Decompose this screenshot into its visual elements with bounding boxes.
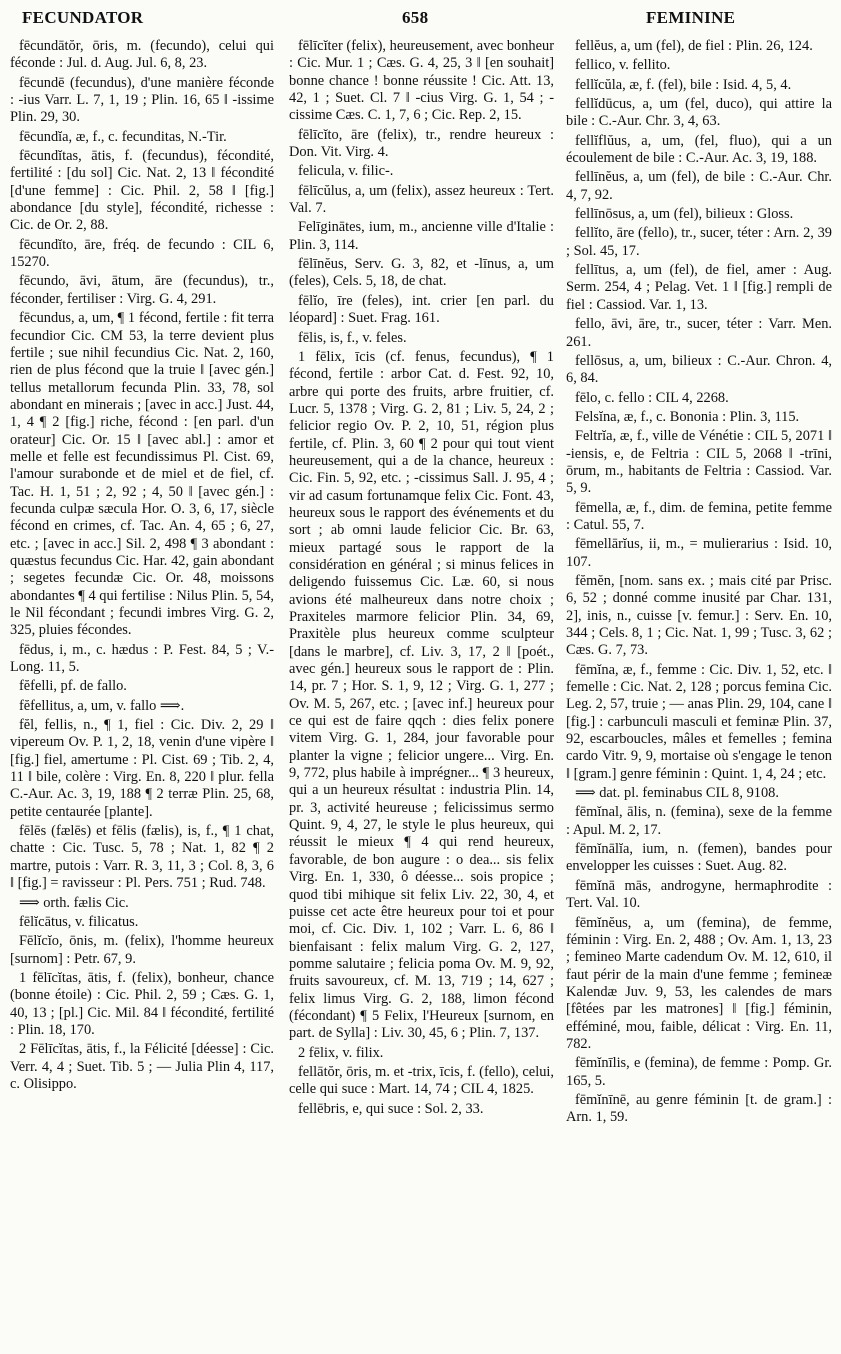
dictionary-entry: fēmĭna, æ, f., femme : Cic. Div. 1, 52, etc. ‖ femelle : Cic. Nat. 2, 128 ; porcus femina Cic. Leg. 2, 57, truie ; — anas Plin. 29, 104, cane ‖ [fig.] : carbunculi masculi et feminæ Plin. 37, 92, escarboucles, mâles et femelles ; femina cardo Vitr. 9, 9, mortaise où s'engage le tenon ‖ [gram.] genre féminin : Quint. 1, 4, 24 ; etc. bbox=[566, 661, 832, 782]
dictionary-entry: fēlēs (fælēs) et fēlis (fælis), is, f., ¶ 1 chat, chatte : Cic. Tusc. 5, 78 ; Nat. 1, 82 ¶ 2 martre, putois : Varr. R. 3, 11, 3 ; Col. 8, 3, 6 ‖ [fig.] = ravisseur : Pl. Pers. 751 ; Rud. 748. bbox=[10, 823, 274, 892]
dictionary-entry: 1 fēlix, īcis (cf. fenus, fecundus), ¶ 1 fécond, fertile : arbor Cat. d. Fest. 92, 10, arbre qui porte des fruits, arbre fruitier, cf. Lucr. 5, 1378 ; Virg. G. 2, 81 ; Liv. 5, 24, 2 ; felicior regio Ov. P. 2, 10, 51, région plus fertile, cf. Plin. 3, 60 ¶ 2 pour qui tout vient heureusement, qui a de la chance, heureux : Cic. Fin. 5, 92, etc. ; -cissimus Sall. J. 95, 4 ; vir ad casum fortunamque felix Cic. Font. 43, heureux sous le rapport des événements et du sort ; ab omni laude felicior Cic. Br. 63, mieux partagé sous le rapport de la considération en général ; si minus felices in deligendo fuissemus Cic. Læ. 60, si nous avions été malheureux dans notre choix ; Praxiteles marmore felicior Plin. 34, 69, Praxitèle plus heureux comme sculpteur [dans le marbre], cf. Liv. 3, 17, 2 ‖ [poét., avec gén.] heureux sous le rapport de : Plin. 14, pr. 7 ; Hor. S. 1, 9, 12 ; Virg. G. 1, 277 ; Ov. M. 5, 267, etc. ; [avec inf.] heureux pour ce qui est de faire qqch : dies felix ponere vitem Virg. G. 1, 284, jour favorable pour planter la vigne ; felicior ungere... Virg. En. 9, 772, plus habile à imprégner... ¶ 3 heureux, qui a un heureux résultat : industria Plin. 14, pr. 3, activité heureuse ; felicissimus sermo Quint. 9, 4, 27, le style le plus heureux, qui réussit le mieux ¶ 4 qui rend heureux, favorable, de bon augure : o dea... sis felix Virg. En. 1, 330, ô déesse... sois propice ; quod tibi mihique sit felix Liv. 22, 30, 4, et puisse cet acte être heureux pour toi et pour moi, cf. Cic. Div. 1, 102 ; Varr. L. 6, 86 ‖ bienfaisant : felix malum Virg. G. 2, 127, pomme salutaire ; felicia poma Ov. M. 9, 92, fruits savoureux, cf. M. 13, 719 ; 14, 627 ; felix limus Virg. G. 2, 188, limon fécond (fécondant) ¶ 5 Felix, l'Heureux [surnom, en part. de Sylla] : Liv. 30, 45, 6 ; Plin. 7, 137. bbox=[289, 348, 554, 1042]
dictionary-entry: fēmellārĭus, ii, m., = mulierarius : Isid. 10, 107. bbox=[566, 536, 832, 570]
dictionary-entry: fellīnĕus, a, um (fel), de bile : C.-Aur. Chr. 4, 7, 92. bbox=[566, 169, 832, 203]
dictionary-entry: fello, āvi, āre, tr., sucer, téter : Varr. Men. 261. bbox=[566, 316, 832, 350]
dictionary-entry: fellīnōsus, a, um (fel), bilieux : Gloss. bbox=[575, 206, 794, 223]
dictionary-entry: fēmĭnīlis, e (femina), de femme : Pomp. Gr. 165, 5. bbox=[566, 1055, 832, 1089]
dictionary-entry: fellĭdūcus, a, um (fel, duco), qui attire la bile : C.-Aur. Chr. 3, 4, 63. bbox=[566, 96, 832, 130]
dictionary-entry: fēmĭnīnē, au genre féminin [t. de gram.] : Arn. 1, 59. bbox=[566, 1091, 832, 1126]
dictionary-entry: fēcundo, āvi, ātum, āre (fecundus), tr., féconder, fertiliser : Virg. G. 4, 291. bbox=[10, 273, 274, 307]
dictionary-entry: fēlīcĭto, āre (felix), tr., rendre heureux : Don. Vit. Virg. 4. bbox=[289, 126, 554, 161]
dictionary-entry: fēcundĭa, æ, f., c. fecunditas, N.-Tir. bbox=[19, 128, 227, 145]
page-header bbox=[0, 4, 841, 34]
dictionary-entry: felicula, v. filic-. bbox=[298, 163, 394, 180]
dictionary-entry: fellātŏr, ōris, m. et -trix, īcis, f. (fello), celui, celle qui suce : Mart. 14, 74 ; CIL 4, 1825. bbox=[289, 1063, 554, 1098]
dictionary-entry: 1 fēlīcĭtas, ātis, f. (felix), bonheur, chance (bonne étoile) : Cic. Phil. 2, 59 ; Cæs. G. 1, 40, 13 ; [pl.] Cic. Mil. 84 ‖ fécondité, fertilité : Plin. 18, 170. bbox=[10, 969, 274, 1038]
dictionary-entry: Felīginātes, ium, m., ancienne ville d'Italie : Plin. 3, 114. bbox=[289, 219, 554, 253]
dictionary-entry: Felsĭna, æ, f., c. Bononia : Plin. 3, 115. bbox=[575, 408, 800, 425]
dictionary-entry: fēlīnĕus, Serv. G. 3, 82, et -līnus, a, um (feles), Cels. 5, 18, de chat. bbox=[289, 256, 554, 290]
dictionary-entry: fēcundātŏr, ōris, m. (fecundo), celui qui féconde : Jul. d. Aug. Jul. 6, 8, 23. bbox=[10, 38, 274, 72]
dictionary-entry: fellĭcŭla, æ, f. (fel), bile : Isid. 4, 5, 4. bbox=[575, 76, 792, 93]
dictionary-entry: fēcundus, a, um, ¶ 1 fécond, fertile : fit terra fecundior Cic. CM 53, la terre devient plus fertile ; sue nihil fecundius Cic. Nat. 2, 160, rien de plus fécond que la truie ‖ [avec gén.] tellus metallorum fecunda Plin. 33, 78, sol abondant en minerais ; [avec in acc.] Just. 44, 1, 4 ¶ 2 [fig.] riche, fécond : [en parl. d'un orateur] Cic. Or. 15 ‖ [avec abl.] : amor et melle et felle est fecundissimus Pl. Cist. 69, l'amour surabonde et de miel et de fiel, cf. Tac. H. 1, 51 ; 2, 92 ; 4, 50 ‖ [avec gén.] : fecunda culpæ sæcula Hor. O. 3, 6, 17, siècle fécond en crimes, cf. Tac. An. 4, 65 ; 6, 27, etc. ; [avec in acc.] Sil. 2, 498 ¶ 3 abondant : quæstus fecundus Cic. Har. 42, gain abondant ; segetes fecundæ Cic. Or. 48, moissons abondantes ¶ 4 qui fertilise : Nilus Plin. 5, 54, le Nil fécondant ; fecundi imbres Virg. G. 2, 325, pluies fécondes. bbox=[10, 310, 274, 639]
dictionary-entry: ⟹ dat. pl. feminabus CIL 8, 9108. bbox=[575, 785, 779, 802]
dictionary-entry: fēlĭo, īre (feles), int. crier [en parl. du léopard] : Suet. Frag. 161. bbox=[289, 292, 554, 327]
dictionary-entry: fĕfelli, pf. de fallo. bbox=[19, 678, 127, 695]
dictionary-entry: fellītus, a, um (fel), de fiel, amer : Aug. Serm. 254, 4 ; Pelag. Vet. 1 ‖ [fig.] rempli de fiel : Cassiod. Var. 1, 13. bbox=[566, 262, 832, 313]
dictionary-entry: fēmĭnal, ālis, n. (femina), sexe de la femme : Apul. M. 2, 17. bbox=[566, 804, 832, 838]
dictionary-entry: fĕmĕn, [nom. sans ex. ; mais cité par Prisc. 6, 52 ; donné comme inusité par Char. 131, 2], inis, n., cuisse [v. femur.] : Serv. En. 10, 344 ; Cels. 8, 1 ; Cic. Nat. 1, 99 ; Tusc. 3, 62 ; Cæs. G. 7, 73. bbox=[566, 572, 832, 659]
dictionary-entry: fĕfellitus, a, um, v. fallo ⟹. bbox=[19, 697, 185, 714]
page-number: 658 bbox=[402, 8, 429, 27]
dictionary-entry: fēlĭcātus, v. filicatus. bbox=[19, 913, 139, 930]
dictionary-entry: fēmella, æ, f., dim. de femina, petite femme : Catul. 55, 7. bbox=[566, 499, 832, 533]
dictionary-entry: fēlis, is, f., v. feles. bbox=[298, 329, 407, 346]
dictionary-entry: fēmĭnālĭa, ium, n. (femen), bandes pour envelopper les cuisses : Suet. Aug. 82. bbox=[566, 841, 832, 875]
dictionary-entry: fĕl, fellis, n., ¶ 1, fiel : Cic. Div. 2, 29 ‖ vipereum Ov. P. 1, 2, 18, venin d'une vipère ‖ [fig.] fiel, amertume : Pl. Cist. 69 ; Tib. 2, 4, 11 ‖ bile, colère : Virg. En. 8, 220 ‖ plur. fella C.-Aur. Ac. 3, 19, 188 ¶ 2 terræ Plin. 25, 68, petite centaurée [plante]. bbox=[10, 717, 274, 820]
dictionary-entry: fēmĭnĕus, a, um (femina), de femme, féminin : Virg. En. 2, 488 ; Ov. Am. 1, 13, 23 ; femineo Marte cadendum Ov. M. 12, 610, il faut périr de la main d'une femme ; femineæ Kalendæ Juv. 9, 53, les calendes de mars [fêtées par les matrones] ‖ [fig.] féminin, efféminé, mou, faible, délicat : Virg. En. 11, 782. bbox=[566, 914, 832, 1052]
dictionary-entry: 2 fēlix, v. filix. bbox=[298, 1044, 384, 1061]
dictionary-entry: fellĭto, āre (fello), tr., sucer, téter : Arn. 2, 39 ; Sol. 45, 17. bbox=[566, 225, 832, 259]
dictionary-entry: fellico, v. fellito. bbox=[575, 57, 671, 74]
dictionary-entry: fēdus, i, m., c. hædus : P. Fest. 84, 5 ; V.-Long. 11, 5. bbox=[10, 641, 274, 676]
column-middle bbox=[289, 38, 554, 1350]
dictionary-entry: fellĕus, a, um (fel), de fiel : Plin. 26, 124. bbox=[575, 38, 813, 54]
column-left bbox=[10, 38, 274, 1350]
column-right bbox=[566, 38, 832, 1350]
dictionary-entry: fēcundĭtas, ātis, f. (fecundus), fécondité, fertilité : [du sol] Cic. Nat. 2, 13 ‖ fécondité [d'une femme] : Cic. Phil. 2, 58 ‖ [fig.] abondance [du style], fécondité, richesse : Cic. de Or. 2, 88. bbox=[10, 148, 274, 234]
header-first-word: FECUNDATOR bbox=[22, 8, 144, 27]
dictionary-entry: fēcundē (fecundus), d'une manière féconde : -ius Varr. L. 7, 1, 19 ; Plin. 16, 65 ‖ -issime Plin. 29, 30. bbox=[10, 74, 274, 126]
header-last-word: FEMININE bbox=[646, 8, 736, 27]
dictionary-entry: fēcundĭto, āre, fréq. de fecundo : CIL 6, 15270. bbox=[10, 236, 274, 271]
dictionary-entry: fēlīcĭter (felix), heureusement, avec bonheur : Cic. Mur. 1 ; Cæs. G. 4, 25, 3 ‖ [en souhait] bonne chance ! bonne réussite ! Cic. Att. 13, 42, 1 ; Suet. Cl. 7 ‖ -cius Virg. G. 1, 54 ; -cissime Cæs. C. 1, 7, 6 ; Cic. Rep. 2, 15. bbox=[289, 38, 554, 124]
dictionary-entry: fēlīcŭlus, a, um (felix), assez heureux : Tert. Val. 7. bbox=[289, 182, 554, 217]
dictionary-entry: 2 Fēlīcĭtas, ātis, f., la Félicité [déesse] : Cic. Verr. 4, 4 ; Suet. Tib. 5 ; — Julia Plin 4, 117, c. Olisippo. bbox=[10, 1041, 274, 1092]
dictionary-entry: fellōsus, a, um, bilieux : C.-Aur. Chron. 4, 6, 84. bbox=[566, 352, 832, 387]
dictionary-entry: fēmĭnā mās, androgyne, hermaphrodite : Tert. Val. 10. bbox=[566, 877, 832, 912]
dictionary-entry: Feltrĭa, æ, f., ville de Vénétie : CIL 5, 2071 ‖ -iensis, e, de Feltria : CIL 5, 2068 ‖ -trīni, ōrum, m., habitants de Feltria : Cassiod. Var. 5, 9. bbox=[566, 428, 832, 497]
dictionary-entry: fellēbris, e, qui suce : Sol. 2, 33. bbox=[298, 1100, 484, 1117]
dictionary-entry: ⟹ orth. fælis Cic. bbox=[19, 894, 129, 911]
dictionary-entry: fellĭflŭus, a, um, (fel, fluo), qui a un écoulement de bile : C.-Aur. Ac. 3, 19, 188. bbox=[566, 132, 832, 167]
dictionary-entry: fēlo, c. fello : CIL 4, 2268. bbox=[575, 389, 729, 406]
dictionary-entry: Fēlĭcĭo, ōnis, m. (felix), l'homme heureux [surnom] : Petr. 67, 9. bbox=[10, 933, 274, 967]
